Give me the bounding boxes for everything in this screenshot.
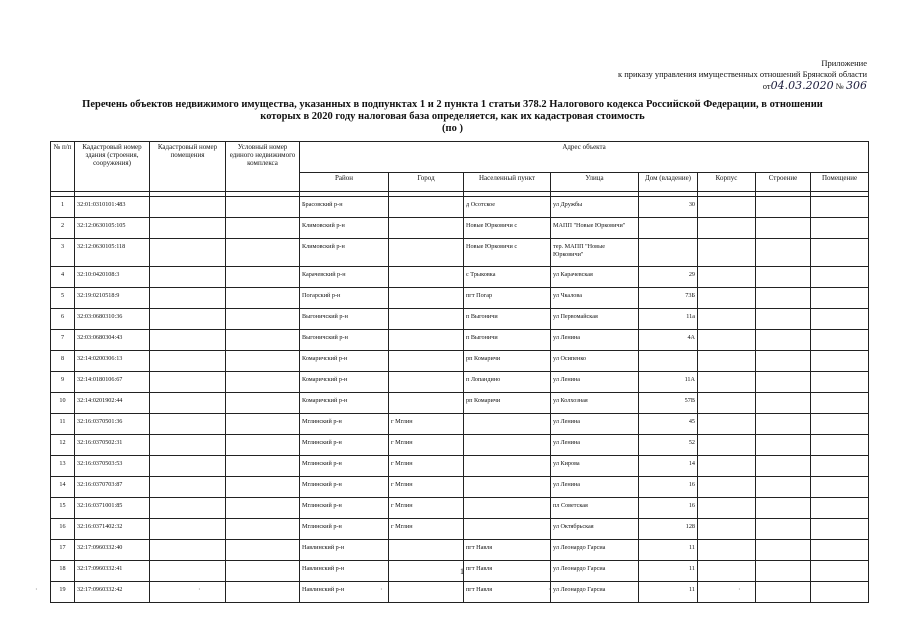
cell-street: ул Леонардо Гарсиа (551, 561, 639, 582)
cell-cad-room (150, 288, 226, 309)
cell-street: тер. МАПП "Новые Юрковичи" (551, 239, 639, 267)
cell-cad-room (150, 414, 226, 435)
cell-cad-building: 32:16:0370503:53 (75, 456, 150, 477)
cell-house: 128 (639, 519, 698, 540)
cell-num: 9 (51, 372, 75, 393)
cell-district: Комаричский р-н (300, 393, 389, 414)
cell-district: Брасовский р-н (300, 197, 389, 218)
cell-cad-room (150, 519, 226, 540)
cell-cad-building: 32:17:0960332:42 (75, 582, 150, 603)
cell-district: Навлинский р-н (300, 561, 389, 582)
table-row (51, 498, 869, 519)
cell-city (389, 540, 464, 561)
cell-room (811, 288, 869, 309)
cell-korpus (698, 267, 756, 288)
table-row (51, 435, 869, 456)
cell-korpus (698, 582, 756, 603)
cell-cad-room (150, 239, 226, 267)
cell-cad-building: 32:01:0310101:483 (75, 197, 150, 218)
cell-cad-building: 32:14:0180106:67 (75, 372, 150, 393)
cell-cond-num (226, 477, 300, 498)
cell-district: Мглинский р-н (300, 477, 389, 498)
cell-street: ул Ленина (551, 435, 639, 456)
cell-num: 11 (51, 414, 75, 435)
cell-city (389, 351, 464, 372)
cell-city (389, 309, 464, 330)
cell-locality: пгт Погар (464, 288, 551, 309)
scan-speck: · (35, 585, 38, 594)
cell-district: Мглинский р-н (300, 456, 389, 477)
cell-house: 57В (639, 393, 698, 414)
cell-building (756, 288, 811, 309)
cell-num: 18 (51, 561, 75, 582)
table-row (51, 582, 869, 603)
cell-korpus (698, 498, 756, 519)
number-prefix: № (835, 81, 844, 91)
cell-cad-building: 32:12:0630105:105 (75, 218, 150, 239)
cell-building (756, 372, 811, 393)
cell-cond-num (226, 351, 300, 372)
cell-num: 17 (51, 540, 75, 561)
cell-cad-building: 32:12:0630105:118 (75, 239, 150, 267)
cell-street: ул Леонардо Гарсиа (551, 582, 639, 603)
cell-building (756, 561, 811, 582)
cell-city: г Мглин (389, 456, 464, 477)
cell-cad-room (150, 197, 226, 218)
cell-city (389, 372, 464, 393)
cell-locality: рп Комаричи (464, 393, 551, 414)
header-house: Дом (владение) (639, 173, 698, 192)
cell-room (811, 218, 869, 239)
cell-korpus (698, 372, 756, 393)
cell-building (756, 351, 811, 372)
cell-room (811, 393, 869, 414)
cell-city: г Мглин (389, 519, 464, 540)
cell-room (811, 372, 869, 393)
cell-house: 11а (639, 309, 698, 330)
cell-cond-num (226, 393, 300, 414)
cell-house (639, 218, 698, 239)
scan-speck: · (548, 585, 551, 594)
cell-num: 16 (51, 519, 75, 540)
cell-cond-num (226, 309, 300, 330)
cell-street: ул Леонардо Гарсиа (551, 540, 639, 561)
cell-korpus (698, 540, 756, 561)
cell-num: 4 (51, 267, 75, 288)
cell-house (639, 239, 698, 267)
header-address: Адрес объекта (300, 142, 869, 173)
property-table (50, 141, 869, 603)
header-num: № п/п (51, 142, 75, 192)
cell-cond-num (226, 414, 300, 435)
cell-city (389, 393, 464, 414)
cell-cad-building: 32:14:0201902:44 (75, 393, 150, 414)
cell-cond-num (226, 540, 300, 561)
cell-locality (464, 456, 551, 477)
title-line-1: Перечень объектов недвижимого имущества, указанных в подпунктах 1 и 2 пункта 1 статьи 378.2 Налогового кодекса Российской Федерации, в отношении (82, 99, 823, 110)
cell-num: 1 (51, 197, 75, 218)
table-row (51, 456, 869, 477)
cell-cad-room (150, 372, 226, 393)
cell-locality: пгт Навля (464, 561, 551, 582)
cell-cad-room (150, 477, 226, 498)
cell-num: 8 (51, 351, 75, 372)
handwritten-date: 04.03.2020 (770, 79, 834, 92)
cell-city (389, 582, 464, 603)
cell-house: 16 (639, 477, 698, 498)
header-cad-building: Кадастровый номер здания (строения, сооружения) (75, 142, 150, 192)
annex-date-line (618, 80, 867, 92)
table-row (51, 218, 869, 239)
cell-locality (464, 435, 551, 456)
cell-locality: пгт Навля (464, 582, 551, 603)
cell-building (756, 414, 811, 435)
handwritten-number: 306 (846, 79, 867, 92)
cell-district: Мглинский р-н (300, 519, 389, 540)
cell-house: 30 (639, 197, 698, 218)
table-row (51, 540, 869, 561)
cell-building (756, 197, 811, 218)
cell-house: 4А (639, 330, 698, 351)
title-line-2: которых в 2020 году налоговая база определяется, как их кадастровая стоимость (260, 111, 645, 122)
header-cond-num: Условный номер единого недвижимого комплекса (226, 142, 300, 192)
cell-cad-room (150, 309, 226, 330)
cell-city (389, 288, 464, 309)
cell-room (811, 582, 869, 603)
cell-room (811, 477, 869, 498)
cell-locality: рп Комаричи (464, 351, 551, 372)
cell-house: 52 (639, 435, 698, 456)
header-district: Район (300, 173, 389, 192)
table-row (51, 519, 869, 540)
scan-speck: · (380, 585, 383, 594)
cell-num: 12 (51, 435, 75, 456)
cell-street: ул Первомайская (551, 309, 639, 330)
cell-locality: д Осотское (464, 197, 551, 218)
cell-district: Климовский р-н (300, 239, 389, 267)
cell-korpus (698, 218, 756, 239)
cell-locality (464, 519, 551, 540)
cell-district: Выгоничский р-н (300, 309, 389, 330)
cell-locality: п Лопандино (464, 372, 551, 393)
cell-district: Мглинский р-н (300, 414, 389, 435)
cell-building (756, 498, 811, 519)
cell-district: Комаричский р-н (300, 372, 389, 393)
header-city: Город (389, 173, 464, 192)
cell-street: ул Карачевская (551, 267, 639, 288)
page-number: 1 (460, 567, 464, 576)
cell-cad-building: 32:16:0370502:31 (75, 435, 150, 456)
cell-room (811, 435, 869, 456)
cell-street: МАПП "Новые Юрковичи" (551, 218, 639, 239)
cell-building (756, 435, 811, 456)
cell-building (756, 239, 811, 267)
cell-building (756, 218, 811, 239)
cell-street: ул Дружбы (551, 197, 639, 218)
cell-room (811, 561, 869, 582)
cell-num: 15 (51, 498, 75, 519)
header-locality: Населенный пункт (464, 173, 551, 192)
cell-house: 11 (639, 561, 698, 582)
header-korpus: Корпус (698, 173, 756, 192)
cell-district: Навлинский р-н (300, 540, 389, 561)
cell-num: 13 (51, 456, 75, 477)
cell-cad-building: 32:03:0680310:36 (75, 309, 150, 330)
cell-korpus (698, 414, 756, 435)
cell-city (389, 267, 464, 288)
cell-district: Выгоничский р-н (300, 330, 389, 351)
cell-street: ул Ленина (551, 477, 639, 498)
cell-cad-room (150, 351, 226, 372)
table-row (51, 393, 869, 414)
cell-house: 11 (639, 582, 698, 603)
cell-house: 11А (639, 372, 698, 393)
cell-cad-room (150, 456, 226, 477)
cell-cad-building: 32:17:0960332:40 (75, 540, 150, 561)
cell-korpus (698, 197, 756, 218)
cell-room (811, 540, 869, 561)
cell-street: ул Ленина (551, 372, 639, 393)
date-prefix: от (762, 81, 771, 91)
cell-num: 14 (51, 477, 75, 498)
cell-cond-num (226, 372, 300, 393)
cell-locality (464, 498, 551, 519)
cell-house (639, 351, 698, 372)
header-room: Помещение (811, 173, 869, 192)
title-line-3: (по ) (442, 123, 463, 134)
cell-city (389, 197, 464, 218)
cell-korpus (698, 351, 756, 372)
table-row (51, 330, 869, 351)
cell-korpus (698, 477, 756, 498)
cell-building (756, 456, 811, 477)
cell-korpus (698, 456, 756, 477)
cell-cad-building: 32:16:0370703:87 (75, 477, 150, 498)
cell-room (811, 239, 869, 267)
cell-num: 10 (51, 393, 75, 414)
cell-num: 19 (51, 582, 75, 603)
cell-cad-building: 32:16:0371402:32 (75, 519, 150, 540)
cell-city (389, 561, 464, 582)
cell-district: Мглинский р-н (300, 498, 389, 519)
cell-cond-num (226, 561, 300, 582)
cell-building (756, 519, 811, 540)
cell-locality: Новые Юрковичи с (464, 239, 551, 267)
cell-building (756, 540, 811, 561)
table-row (51, 197, 869, 218)
cell-num: 7 (51, 330, 75, 351)
cell-building (756, 393, 811, 414)
cell-cad-room (150, 218, 226, 239)
cell-korpus (698, 435, 756, 456)
cell-city (389, 330, 464, 351)
cell-room (811, 351, 869, 372)
cell-korpus (698, 393, 756, 414)
cell-cond-num (226, 330, 300, 351)
cell-street: пл Советская (551, 498, 639, 519)
cell-cad-room (150, 582, 226, 603)
cell-num: 5 (51, 288, 75, 309)
cell-cad-building: 32:16:0370501:36 (75, 414, 150, 435)
cell-house: 73Б (639, 288, 698, 309)
cell-locality (464, 477, 551, 498)
cell-city: г Мглин (389, 435, 464, 456)
cell-korpus (698, 288, 756, 309)
cell-cond-num (226, 519, 300, 540)
cell-building (756, 309, 811, 330)
cell-room (811, 330, 869, 351)
cell-locality (464, 414, 551, 435)
cell-district: Комаричский р-н (300, 351, 389, 372)
cell-street: ул Чкалова (551, 288, 639, 309)
cell-korpus (698, 561, 756, 582)
cell-cad-building: 32:14:0200306:13 (75, 351, 150, 372)
cell-cad-building: 32:10:0420108:3 (75, 267, 150, 288)
annex-block (618, 58, 867, 92)
cell-room (811, 197, 869, 218)
cell-district: Навлинский р-н (300, 582, 389, 603)
cell-street: ул Ленина (551, 414, 639, 435)
table-body (51, 197, 869, 603)
cell-cond-num (226, 218, 300, 239)
cell-cad-room (150, 540, 226, 561)
annex-order-text: к приказу управления имущественных отношений Брянской области (617, 69, 867, 79)
cell-building (756, 267, 811, 288)
cell-korpus (698, 330, 756, 351)
cell-cond-num (226, 498, 300, 519)
cell-cond-num (226, 456, 300, 477)
cell-room (811, 267, 869, 288)
cell-cad-room (150, 393, 226, 414)
cell-house: 11 (639, 540, 698, 561)
cell-cond-num (226, 582, 300, 603)
cell-street: ул Октябрьская (551, 519, 639, 540)
cell-street: ул Колхозная (551, 393, 639, 414)
table-row (51, 267, 869, 288)
cell-num: 2 (51, 218, 75, 239)
cell-room (811, 456, 869, 477)
cell-cad-room (150, 498, 226, 519)
cell-district: Мглинский р-н (300, 435, 389, 456)
header-building: Строение (756, 173, 811, 192)
cell-locality: п Выгоничи (464, 330, 551, 351)
cell-num: 3 (51, 239, 75, 267)
table-row (51, 414, 869, 435)
cell-city: г Мглин (389, 477, 464, 498)
cell-house: 29 (639, 267, 698, 288)
cell-district: Погарский р-н (300, 288, 389, 309)
cell-cond-num (226, 267, 300, 288)
table-row (51, 288, 869, 309)
annex-title: Приложение (821, 58, 867, 68)
scan-speck: · (738, 585, 741, 594)
table-row (51, 477, 869, 498)
cell-district: Карачевский р-н (300, 267, 389, 288)
cell-city: г Мглин (389, 414, 464, 435)
cell-korpus (698, 519, 756, 540)
cell-cad-building: 32:17:0960332:41 (75, 561, 150, 582)
cell-building (756, 582, 811, 603)
cell-building (756, 330, 811, 351)
cell-street: ул Ленина (551, 330, 639, 351)
cell-cond-num (226, 197, 300, 218)
cell-cond-num (226, 288, 300, 309)
cell-house: 14 (639, 456, 698, 477)
table-row (51, 309, 869, 330)
cell-korpus (698, 309, 756, 330)
cell-num: 6 (51, 309, 75, 330)
cell-city (389, 239, 464, 267)
cell-cad-room (150, 561, 226, 582)
cell-cad-room (150, 435, 226, 456)
scan-speck: · (198, 585, 201, 594)
header-street: Улица (551, 173, 639, 192)
table-row (51, 351, 869, 372)
cell-cond-num (226, 435, 300, 456)
cell-cad-room (150, 267, 226, 288)
cell-city: г Мглин (389, 498, 464, 519)
cell-district: Климовский р-н (300, 218, 389, 239)
cell-korpus (698, 239, 756, 267)
cell-room (811, 309, 869, 330)
cell-house: 16 (639, 498, 698, 519)
cell-street: ул Осипенко (551, 351, 639, 372)
cell-cad-building: 32:03:0680304:43 (75, 330, 150, 351)
cell-room (811, 498, 869, 519)
header-cad-room: Кадастровый номер помещения (150, 142, 226, 192)
cell-house: 45 (639, 414, 698, 435)
cell-street: ул Кирова (551, 456, 639, 477)
cell-cad-building: 32:16:0371001:85 (75, 498, 150, 519)
cell-locality: пгт Навля (464, 540, 551, 561)
cell-locality: п Выгоничи (464, 309, 551, 330)
table-row (51, 372, 869, 393)
cell-cad-building: 32:19:0210518:9 (75, 288, 150, 309)
cell-locality: Новые Юрковичи с (464, 218, 551, 239)
cell-room (811, 519, 869, 540)
document-title (30, 99, 875, 135)
cell-cond-num (226, 239, 300, 267)
cell-locality: с Трыковка (464, 267, 551, 288)
cell-city (389, 218, 464, 239)
cell-room (811, 414, 869, 435)
cell-cad-room (150, 330, 226, 351)
table-row (51, 239, 869, 267)
cell-building (756, 477, 811, 498)
